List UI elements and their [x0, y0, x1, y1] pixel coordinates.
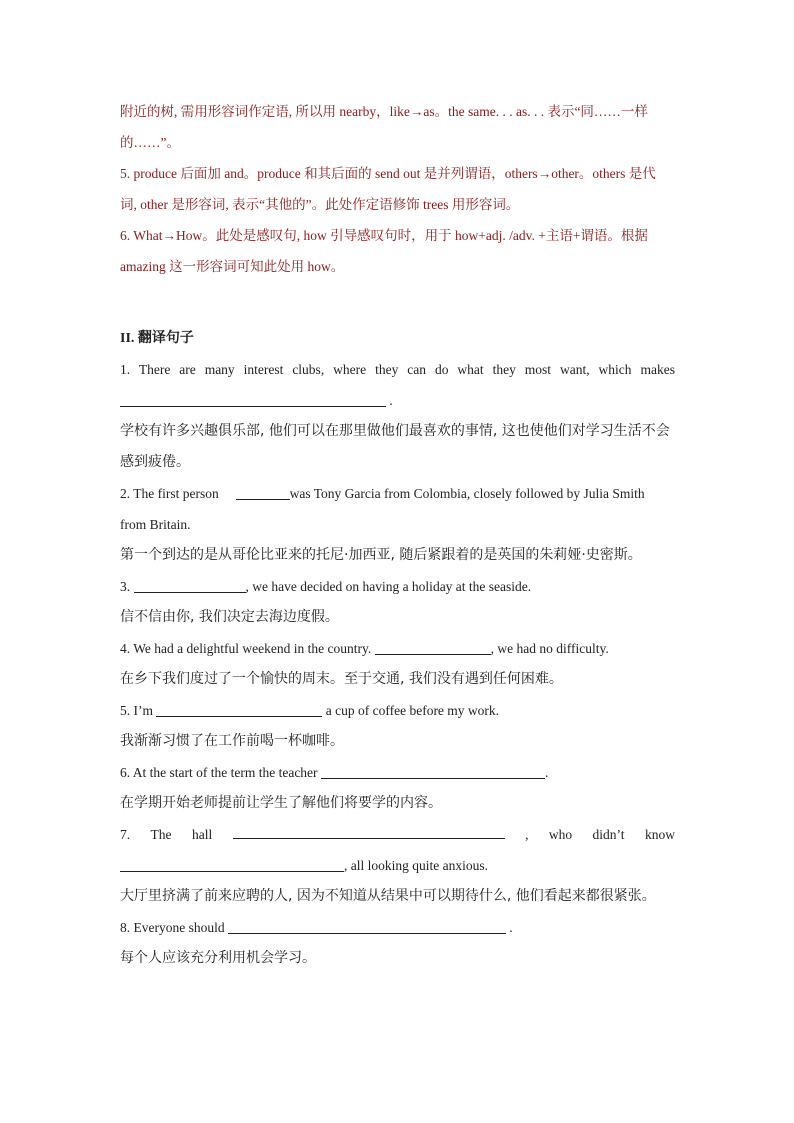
item-7-word: know	[644, 827, 675, 842]
answer-blank[interactable]	[321, 764, 545, 779]
answer-line: 5. produce 后面加 and。produce 和其后面的 send out 是并列谓语，others→other。others 是代	[120, 166, 656, 181]
answer-blank[interactable]	[134, 578, 246, 593]
item-2-tail: was Tony Garcia from Colombia, closely followed by Julia Smith	[289, 486, 645, 501]
answer-blank[interactable]	[228, 919, 506, 934]
item-6-chinese: 在学期开始老师提前让学生了解他们将要学的内容。	[120, 795, 442, 811]
item-7-word: The	[150, 827, 172, 842]
item-5-chinese: 我渐渐习惯了在工作前喝一杯咖啡。	[120, 733, 344, 749]
item-8-chinese: 每个人应该充分利用机会学习。	[120, 950, 316, 966]
answer-blank[interactable]	[156, 702, 322, 717]
item-7-chinese: 大厅里挤满了前来应聘的人, 因为不知道从结果中可以期待什么, 他们看起来都很紧张。	[120, 888, 656, 904]
answer-line: 6. What→How。此处是感叹句, how 引导感叹句时，用于 how+adj. /adv. +主语+谓语。根据	[120, 228, 648, 243]
answer-line: 的……”。	[120, 135, 180, 150]
answer-blank[interactable]	[120, 857, 344, 872]
item-7-comma: ,	[525, 827, 529, 842]
answer-blank[interactable]	[120, 392, 386, 407]
item-1-chinese-line2: 感到疲倦。	[120, 454, 190, 470]
item-4-lead: 4. We had a delightful weekend in the country.	[120, 641, 372, 656]
item-7-word: hall	[191, 827, 213, 842]
item-4-chinese: 在乡下我们度过了一个愉快的周末。至于交通, 我们没有遇到任何困难。	[120, 671, 563, 687]
answer-line: 附近的树, 需用形容词作定语, 所以用 nearby，like→as。the same. . . as. . . 表示“同……一样	[120, 104, 648, 119]
item-5-tail: a cup of coffee before my work.	[325, 703, 500, 718]
item-6-english	[120, 757, 675, 788]
item-1-tail: .	[389, 393, 393, 408]
item-2-english	[120, 478, 675, 509]
item-6-lead: 6. At the start of the term the teacher	[120, 765, 318, 780]
item-8-tail: .	[509, 920, 513, 935]
item-7-number: 7.	[120, 827, 131, 842]
item-1-english-line2	[120, 385, 675, 416]
answer-line: 词, other 是形容词, 表示“其他的”。此处作定语修饰 trees 用形容词。	[120, 197, 520, 212]
item-5-english	[120, 695, 675, 726]
item-3-chinese: 信不信由你, 我们决定去海边度假。	[120, 609, 339, 625]
item-1-chinese: 学校有许多兴趣俱乐部, 他们可以在那里做他们最喜欢的事情, 这也使他们对学习生活不会	[120, 423, 670, 439]
answer-blank[interactable]	[233, 824, 505, 839]
item-3-tail: , we have decided on having a holiday at the seaside.	[245, 579, 532, 594]
item-5-lead: 5. I’m	[120, 703, 153, 718]
item-3-english	[120, 571, 675, 602]
answer-blank[interactable]	[375, 640, 491, 655]
section-title: II. 翻译句子	[120, 331, 194, 346]
item-3-lead: 3.	[120, 579, 131, 594]
item-7-english	[120, 819, 675, 850]
item-8-lead: 8. Everyone should	[120, 920, 225, 935]
item-7-word: didn’t	[592, 827, 625, 842]
item-4-tail: , we had no difficulty.	[490, 641, 609, 656]
item-6-tail: .	[544, 765, 549, 780]
item-2-lead: 2. The first person	[120, 486, 219, 501]
item-8-english	[120, 912, 675, 943]
item-7-tail: , all looking quite anxious.	[344, 858, 488, 873]
item-1-english: 1. There are many interest clubs, where they can do what they most want, which makes	[120, 362, 675, 377]
answer-line: amazing 这一形容词可知此处用 how。	[120, 259, 345, 274]
item-7-word: who	[548, 827, 573, 842]
item-2-chinese: 第一个到达的是从哥伦比亚来的托尼·加西亚, 随后紧跟着的是英国的朱莉娅·史密斯。	[120, 547, 642, 563]
document-page	[120, 96, 675, 974]
item-7-english-line2	[120, 850, 675, 881]
answer-blank[interactable]	[236, 485, 290, 500]
item-4-english	[120, 633, 675, 664]
item-2-english-line2: from Britain.	[120, 517, 191, 532]
